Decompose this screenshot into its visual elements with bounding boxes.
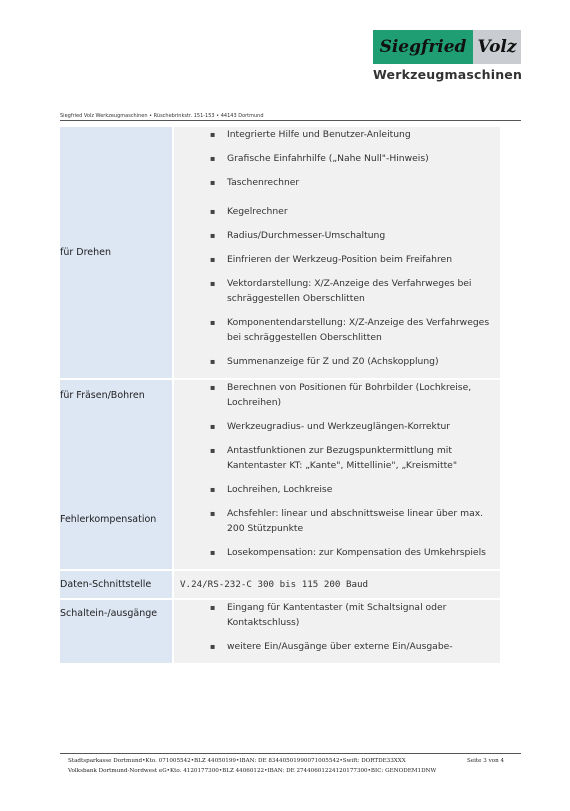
list-item: ▪ Einfrieren der Werkzeug-Position beim Freifahren [174, 252, 500, 267]
list-item: ▪ Lochreihen, Lochkreise [174, 482, 500, 497]
table-row [60, 599, 500, 663]
footer-bank-line-2: Volksbank Dortmund-Nordwest eG•Kto. 4120177300•BLZ 44060122•IBAN: DE 27440601224120177300•BIC: GENODEM1DNW [68, 768, 437, 774]
row-values [173, 379, 500, 506]
list-item: ▪ Eingang für Kantentaster (mit Schaltsignal oder Kontaktschluss) [174, 600, 500, 630]
table-row [60, 379, 500, 506]
row-label: für Fräsen/Bohren [60, 379, 173, 506]
header-divider [60, 120, 521, 121]
list-item: ▪ Summenanzeige für Z und Z0 (Achskopplung) [174, 354, 500, 369]
row-values [173, 506, 500, 570]
footer-divider [60, 753, 521, 754]
list-item: ▪ Radius/Durchmesser-Umschaltung [174, 228, 500, 243]
spec-table [60, 127, 500, 663]
table-row [60, 570, 500, 599]
row-values [173, 599, 500, 663]
list-item: ▪ Antastfunktionen zur Bezugspunktermittlung mit Kantentaster KT: „Kante", Mittellinie", „Kreismitte" [174, 443, 500, 473]
list-item: ▪ Berechnen von Positionen für Bohrbilder (Lochkreise, Lochreihen) [174, 380, 500, 410]
row-label: Schaltein-/ausgänge [60, 599, 173, 663]
page-number: Seite 3 von 4 [467, 758, 505, 764]
list-item: ▪ Vektordarstellung: X/Z-Anzeige des Verfahrweges bei schräggestellen Oberschlitten [174, 276, 500, 306]
list-item: ▪ Kegelrechner [174, 204, 500, 219]
logo-subtitle: Werkzeugmaschinen [373, 67, 523, 82]
footer-bank-line-1: Stadtsparkasse Dortmund•Kto. 071005542•BLZ 44050199•IBAN: DE 83440501990071005542•Swift: DORTDE33XXX [68, 758, 406, 764]
list-item: ▪ Achsfehler: linear und abschnittsweise linear über max. 200 Stützpunkte [174, 506, 500, 536]
table-row [60, 506, 500, 570]
row-label: Fehlerkompensation [60, 506, 173, 570]
header-address: Siegfried Volz Werkzeugmaschinen • Rüschebrinkstr. 151-153 • 44143 Dortmund [60, 113, 264, 119]
logo-text-volz: Volz [473, 30, 521, 64]
company-logo [373, 30, 521, 82]
list-item: ▪ Werkzeugradius- und Werkzeuglängen-Korrektur [174, 419, 500, 434]
row-value: V.24/RS-232-C 300 bis 115 200 Baud [173, 570, 500, 599]
list-item: ▪ weitere Ein/Ausgänge über externe Ein/Ausgabe- [174, 639, 500, 654]
list-item: ▪ Komponentendarstellung: X/Z-Anzeige des Verfahrweges bei schräggestellen Oberschlitten [174, 315, 500, 345]
list-item: ▪ Taschenrechner [174, 175, 500, 190]
table-row [60, 127, 500, 379]
row-values [173, 127, 500, 379]
row-label: für Drehen [60, 127, 173, 379]
list-item: ▪ Losekompensation: zur Kompensation des Umkehrspiels [174, 545, 500, 560]
logo-text-siegfried: Siegfried [373, 30, 473, 64]
list-item: ▪ Integrierte Hilfe und Benutzer-Anleitung [174, 127, 500, 142]
row-label: Daten-Schnittstelle [60, 570, 173, 599]
list-item: ▪ Grafische Einfahrhilfe („Nahe Null"-Hinweis) [174, 151, 500, 166]
